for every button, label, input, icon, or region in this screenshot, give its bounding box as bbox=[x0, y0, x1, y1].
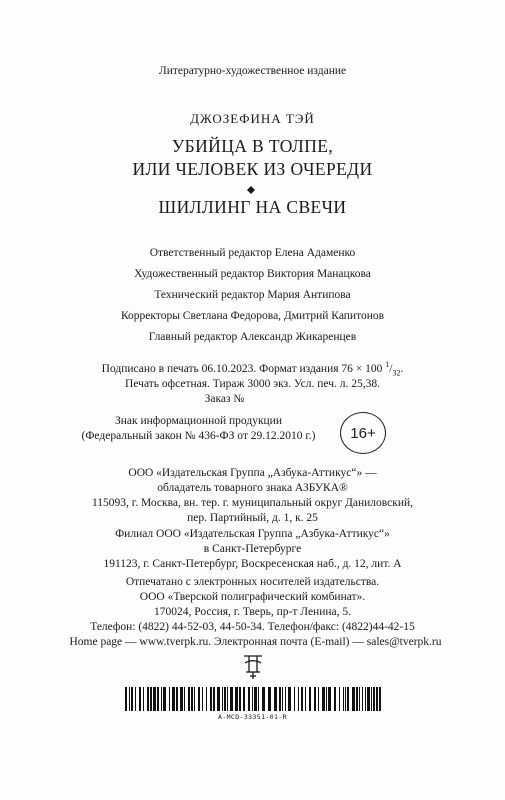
barcode-bar bbox=[224, 687, 226, 711]
barcode-bar bbox=[248, 687, 250, 711]
title-1-line-1: УБИЙЦА В ТОЛПЕ, bbox=[171, 136, 334, 156]
barcode-bar bbox=[176, 687, 178, 711]
branch-address: 191123, г. Санкт-Петербург, Воскресенская наб., д. 12, лит. А bbox=[103, 558, 402, 570]
barcode-bar bbox=[345, 687, 346, 711]
barcode-bar bbox=[282, 687, 283, 711]
barcode-bar bbox=[180, 687, 183, 711]
barcode-bar bbox=[262, 687, 265, 711]
barcode-bar bbox=[198, 687, 200, 711]
printer-web: Home page — www.tverpk.ru. Электронная почта (E-mail) — sales@tverpk.ru bbox=[69, 636, 442, 648]
branch-line: в Санкт-Петербурге bbox=[203, 543, 302, 555]
printer-phone: Телефон: (4822) 44-52-03, 44-50-34. Телефон/факс: (4822)44-42-15 bbox=[90, 621, 415, 633]
publisher-line: обладатель товарного знака АЗБУКА® bbox=[157, 482, 348, 494]
barcode-bar bbox=[131, 687, 133, 711]
barcode-bar bbox=[362, 687, 363, 711]
barcode-bar bbox=[285, 687, 286, 711]
barcode-bar bbox=[326, 687, 327, 711]
barcode-bar bbox=[194, 687, 195, 711]
barcode-bar bbox=[359, 687, 360, 711]
barcode-bar bbox=[161, 687, 162, 711]
barcode-bar bbox=[129, 687, 130, 711]
credit-line: Технический редактор Мария Антипова bbox=[154, 289, 351, 301]
publisher-line: ООО «Издательская Группа „Азбука-Аттикус“» — bbox=[128, 467, 377, 479]
barcode-bar bbox=[135, 687, 136, 711]
credit-line: Художественный редактор Виктория Манацкова bbox=[134, 268, 371, 280]
title-2: ШИЛЛИНГ НА СВЕЧИ bbox=[158, 197, 347, 217]
barcode-bar bbox=[125, 687, 127, 711]
barcode-bar bbox=[305, 687, 306, 711]
barcode-bar bbox=[301, 687, 303, 711]
barcode-bar bbox=[184, 687, 185, 711]
info-sign-label: Знак информационной продукции bbox=[115, 415, 282, 427]
barcode-bar bbox=[206, 687, 207, 711]
barcode-bar bbox=[367, 687, 370, 711]
barcode-bar bbox=[169, 687, 170, 711]
barcode-bar bbox=[298, 687, 299, 711]
barcode-bar bbox=[217, 687, 220, 711]
print-signed-text: Подписано в печать 06.10.2023. Формат издания 76 × 100 bbox=[101, 363, 386, 375]
printer-logo-icon bbox=[240, 651, 266, 681]
barcode-bar bbox=[328, 687, 331, 711]
publisher-address: пер. Партийный, д. 1, к. 25 bbox=[187, 512, 318, 524]
credit-line: Ответственный редактор Елена Адаменко bbox=[149, 247, 356, 259]
format-denominator: 32 bbox=[392, 368, 401, 378]
barcode-bar bbox=[243, 687, 245, 711]
barcode-bar bbox=[222, 687, 223, 711]
barcode-bar bbox=[373, 687, 375, 711]
barcode-bar bbox=[150, 687, 152, 711]
barcode bbox=[125, 687, 381, 711]
credit-line: Корректоры Светлана Федорова, Дмитрий Капитонов bbox=[120, 310, 385, 322]
barcode-bar bbox=[202, 687, 203, 711]
barcode-bar bbox=[314, 687, 316, 711]
barcode-bar bbox=[347, 687, 349, 711]
order-number: Заказ № bbox=[204, 393, 245, 405]
barcode-bar bbox=[352, 687, 355, 711]
barcode-bar bbox=[191, 687, 193, 711]
barcode-bar bbox=[230, 687, 233, 711]
info-sign-law: (Федеральный закон № 436-ФЗ от 29.12.2010 г.) bbox=[81, 430, 316, 442]
print-info-line-2: Печать офсетная. Тираж 3000 экз. Усл. печ. л. 25,38. bbox=[125, 378, 380, 390]
barcode-bar bbox=[343, 687, 344, 711]
barcode-bar bbox=[371, 687, 372, 711]
barcode-bar bbox=[147, 687, 149, 711]
barcode-bar bbox=[309, 687, 311, 711]
barcode-bar bbox=[365, 687, 366, 711]
barcode-bar bbox=[153, 687, 156, 711]
chief-editor: Главный редактор Александр Жикаренцев bbox=[148, 331, 357, 343]
edition-type: Литературно-художественное издание bbox=[158, 65, 347, 77]
barcode-bar bbox=[252, 687, 253, 711]
barcode-bar bbox=[163, 687, 166, 711]
barcode-bar bbox=[210, 687, 212, 711]
barcode-bar bbox=[322, 687, 325, 711]
format-numerator: 1 bbox=[385, 360, 390, 370]
barcode-bar bbox=[227, 687, 228, 711]
barcode-bar bbox=[379, 687, 381, 711]
barcode-bar bbox=[139, 687, 141, 711]
title-1-line-2: ИЛИ ЧЕЛОВЕК ИЗ ОЧЕРЕДИ bbox=[132, 159, 373, 179]
barcode-bar bbox=[274, 687, 277, 711]
author-name: ДЖОЗЕФИНА ТЭЙ bbox=[190, 111, 315, 126]
branch-line: Филиал ООО «Издательская Группа „Азбука-Аттикус“» bbox=[115, 528, 390, 540]
print-info-line-1: Подписано в печать 06.10.2023. Формат издания 76 × 100 $^1/_{32}$. bbox=[101, 360, 404, 378]
barcode-bar bbox=[288, 687, 291, 711]
publisher-address: 115093, г. Москва, вн. тер. г. муниципальный округ Даниловский, bbox=[91, 497, 414, 509]
barcode-bar bbox=[318, 687, 319, 711]
barcode-bar bbox=[188, 687, 190, 711]
printer-address: 170024, Россия, г. Тверь, пр-т Ленина, 5. bbox=[153, 606, 352, 618]
barcode-bar bbox=[258, 687, 259, 711]
barcode-bar bbox=[334, 687, 336, 711]
barcode-bar bbox=[268, 687, 271, 711]
barcode-bar bbox=[254, 687, 257, 711]
barcode-bar bbox=[235, 687, 238, 711]
age-rating-badge: 16+ bbox=[340, 412, 386, 454]
printer-line: ООО «Тверской полиграфический комбинат». bbox=[139, 591, 366, 603]
barcode-bar bbox=[157, 687, 159, 711]
barcode-bar bbox=[356, 687, 358, 711]
barcode-bar bbox=[239, 687, 241, 711]
barcode-bar bbox=[376, 687, 378, 711]
printer-line: Отпечатано с электронных носителей издательства. bbox=[125, 576, 380, 588]
diamond-separator-icon bbox=[247, 186, 255, 194]
barcode-bar bbox=[213, 687, 215, 711]
barcode-bar bbox=[339, 687, 340, 711]
barcode-bar bbox=[294, 687, 295, 711]
barcode-bar bbox=[143, 687, 144, 711]
barcode-text: А-MCD-33351-01-R bbox=[217, 713, 287, 721]
barcode-bar bbox=[172, 687, 175, 711]
barcode-bar bbox=[279, 687, 281, 711]
